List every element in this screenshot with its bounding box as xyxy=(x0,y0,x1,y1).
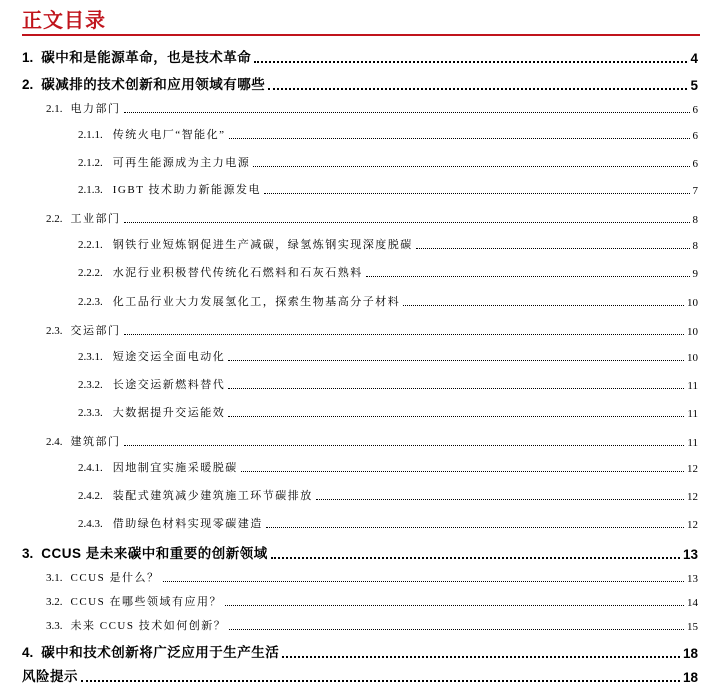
toc-entry[interactable] xyxy=(78,154,698,170)
toc-entry[interactable] xyxy=(78,293,698,309)
toc-entry-title: 可再生能源成为主力电源 xyxy=(112,157,251,169)
dot-leader xyxy=(228,388,684,389)
dot-leader xyxy=(229,629,684,630)
toc-entry-title: 碳减排的技术创新和应用领域有哪些 xyxy=(41,77,266,92)
toc-entry-page: 8 xyxy=(692,214,698,226)
dot-leader xyxy=(366,276,690,277)
dot-leader xyxy=(253,166,689,167)
toc-entry-title: 工业部门 xyxy=(70,213,121,225)
toc-entry-title: 未来 CCUS 技术如何创新？ xyxy=(70,620,227,632)
toc-entry-number: 2.3.2. xyxy=(78,379,103,391)
toc-entry-number: 2.4.3. xyxy=(78,518,103,530)
toc-entry-title: 交运部门 xyxy=(70,325,121,337)
dot-leader xyxy=(228,416,684,417)
toc-entry-number: 3.3. xyxy=(46,620,63,632)
toc-entry[interactable] xyxy=(22,641,698,661)
toc-entry[interactable] xyxy=(78,348,698,364)
title-divider xyxy=(22,34,700,36)
toc-entry-title: 风险提示 xyxy=(22,669,78,684)
dot-leader xyxy=(228,360,684,361)
toc-entry-number: 2.2.1. xyxy=(78,239,103,251)
dot-leader xyxy=(225,605,684,606)
toc-entry[interactable] xyxy=(78,459,698,475)
toc-entry-number: 2.4.1. xyxy=(78,462,103,474)
toc-entry[interactable] xyxy=(46,100,698,116)
toc-entry-number: 2.3.1. xyxy=(78,351,103,363)
toc-entry[interactable] xyxy=(46,433,698,449)
page-title: 正文目录 xyxy=(22,10,106,32)
toc-entry-title: 短途交运全面电动化 xyxy=(112,351,226,363)
toc-entry-title: 因地制宜实施采暖脱碳 xyxy=(112,462,238,474)
toc-entry-page: 9 xyxy=(692,268,698,280)
toc-entry-number: 3.1. xyxy=(46,572,63,584)
toc-entry-page: 10 xyxy=(687,326,698,338)
dot-leader xyxy=(416,248,690,249)
toc-entry[interactable] xyxy=(46,593,698,609)
toc-entry-title: CCUS 是什么？ xyxy=(70,572,160,584)
toc-entry[interactable] xyxy=(46,210,698,226)
dot-leader xyxy=(163,581,685,582)
toc-entry-page: 13 xyxy=(687,573,698,585)
toc-entry[interactable] xyxy=(78,487,698,503)
toc-entry-page: 8 xyxy=(692,240,698,252)
dot-leader xyxy=(124,222,690,223)
toc-entry-page: 12 xyxy=(687,491,698,503)
dot-leader xyxy=(124,445,685,446)
toc-entry-page: 6 xyxy=(692,104,698,116)
toc-entry[interactable] xyxy=(78,264,698,280)
toc-entry-title: 化工品行业大力发展氢化工，探索生物基高分子材料 xyxy=(112,296,401,308)
toc-entry-page: 10 xyxy=(687,297,698,309)
dot-leader xyxy=(264,193,690,194)
toc-entry[interactable] xyxy=(78,126,698,142)
dot-leader xyxy=(403,305,684,306)
toc-entry-number: 2.4. xyxy=(46,436,63,448)
toc-entry-page: 10 xyxy=(687,352,698,364)
dot-leader xyxy=(124,334,685,335)
toc-entry[interactable] xyxy=(22,73,698,93)
toc-entry-page: 15 xyxy=(687,621,698,633)
dot-leader xyxy=(268,88,687,90)
toc-entry-title: 电力部门 xyxy=(70,103,121,115)
toc-entry-number: 2.1.3. xyxy=(78,184,103,196)
toc-entry-page: 11 xyxy=(687,408,698,420)
toc-entry-title: CCUS 是未来碳中和重要的创新领域 xyxy=(41,546,268,561)
dot-leader xyxy=(266,527,684,528)
dot-leader xyxy=(124,112,690,113)
toc-entry[interactable] xyxy=(78,181,698,197)
toc-entry-title: 借助绿色材料实现零碳建造 xyxy=(112,518,263,530)
toc-entry-page: 6 xyxy=(692,158,698,170)
toc-entry-title: 水泥行业积极替代传统化石燃料和石灰石熟料 xyxy=(112,267,363,279)
toc-entry-number: 1. xyxy=(22,50,34,65)
toc-entry-page: 5 xyxy=(690,78,698,93)
toc-entry[interactable] xyxy=(78,515,698,531)
toc-entry-number: 3.2. xyxy=(46,596,63,608)
toc-entry-number: 2.2.2. xyxy=(78,267,103,279)
toc-entry-page: 7 xyxy=(692,185,698,197)
dot-leader xyxy=(229,138,690,139)
toc-entry-number: 2.3.3. xyxy=(78,407,103,419)
toc-entry[interactable] xyxy=(46,569,698,585)
toc-entry-title: 建筑部门 xyxy=(70,436,121,448)
toc-entry[interactable] xyxy=(78,404,698,420)
toc-entry-page: 13 xyxy=(682,547,698,562)
dot-leader xyxy=(271,557,680,559)
toc-entry-number: 2.2.3. xyxy=(78,296,103,308)
toc-entry-title: 大数据提升交运能效 xyxy=(112,407,226,419)
toc-entry-title: CCUS 在哪些领域有应用？ xyxy=(70,596,222,608)
toc-entry-title: 装配式建筑减少建筑施工环节碳排放 xyxy=(112,490,313,502)
toc-entry[interactable] xyxy=(46,322,698,338)
toc-entry[interactable] xyxy=(78,376,698,392)
toc-entry[interactable] xyxy=(22,665,698,685)
toc-entry-number: 2. xyxy=(22,77,34,92)
toc-entry-page: 18 xyxy=(682,670,698,685)
toc-entry-title: 碳中和是能源革命，也是技术革命 xyxy=(41,50,252,65)
toc-entry-number: 2.1.2. xyxy=(78,157,103,169)
toc-entry-number: 3. xyxy=(22,546,34,561)
dot-leader xyxy=(316,499,684,500)
toc-entry-number: 4. xyxy=(22,645,34,660)
dot-leader xyxy=(282,656,680,658)
toc-entry-title: 碳中和技术创新将广泛应用于生产生活 xyxy=(41,645,280,660)
toc-entry-number: 2.4.2. xyxy=(78,490,103,502)
dot-leader xyxy=(254,61,687,63)
toc-entry-title: 钢铁行业短炼钢促进生产减碳，绿氢炼钢实现深度脱碳 xyxy=(112,239,413,251)
toc-entry-page: 4 xyxy=(690,51,698,66)
toc-entry-title: 长途交运新燃料替代 xyxy=(112,379,226,391)
toc-entry[interactable] xyxy=(22,542,698,562)
dot-leader xyxy=(81,680,680,682)
toc-entry-number: 2.1. xyxy=(46,103,63,115)
toc-entry-page: 11 xyxy=(687,380,698,392)
toc-entry-title: 传统火电厂“智能化” xyxy=(112,129,226,141)
toc-entry[interactable] xyxy=(46,617,698,633)
toc-entry-page: 18 xyxy=(682,646,698,661)
toc-entry-title: IGBT 技术助力新能源发电 xyxy=(112,184,261,196)
toc-entry-page: 6 xyxy=(692,130,698,142)
toc-entry-page: 11 xyxy=(687,437,698,449)
toc-entry-page: 14 xyxy=(687,597,698,609)
toc-entry-number: 2.2. xyxy=(46,213,63,225)
toc-entry-number: 2.1.1. xyxy=(78,129,103,141)
toc-entry[interactable] xyxy=(22,46,698,66)
toc-entry-page: 12 xyxy=(687,463,698,475)
dot-leader xyxy=(241,471,684,472)
toc-entry-page: 12 xyxy=(687,519,698,531)
toc-entry[interactable] xyxy=(78,236,698,252)
toc-entry-number: 2.3. xyxy=(46,325,63,337)
